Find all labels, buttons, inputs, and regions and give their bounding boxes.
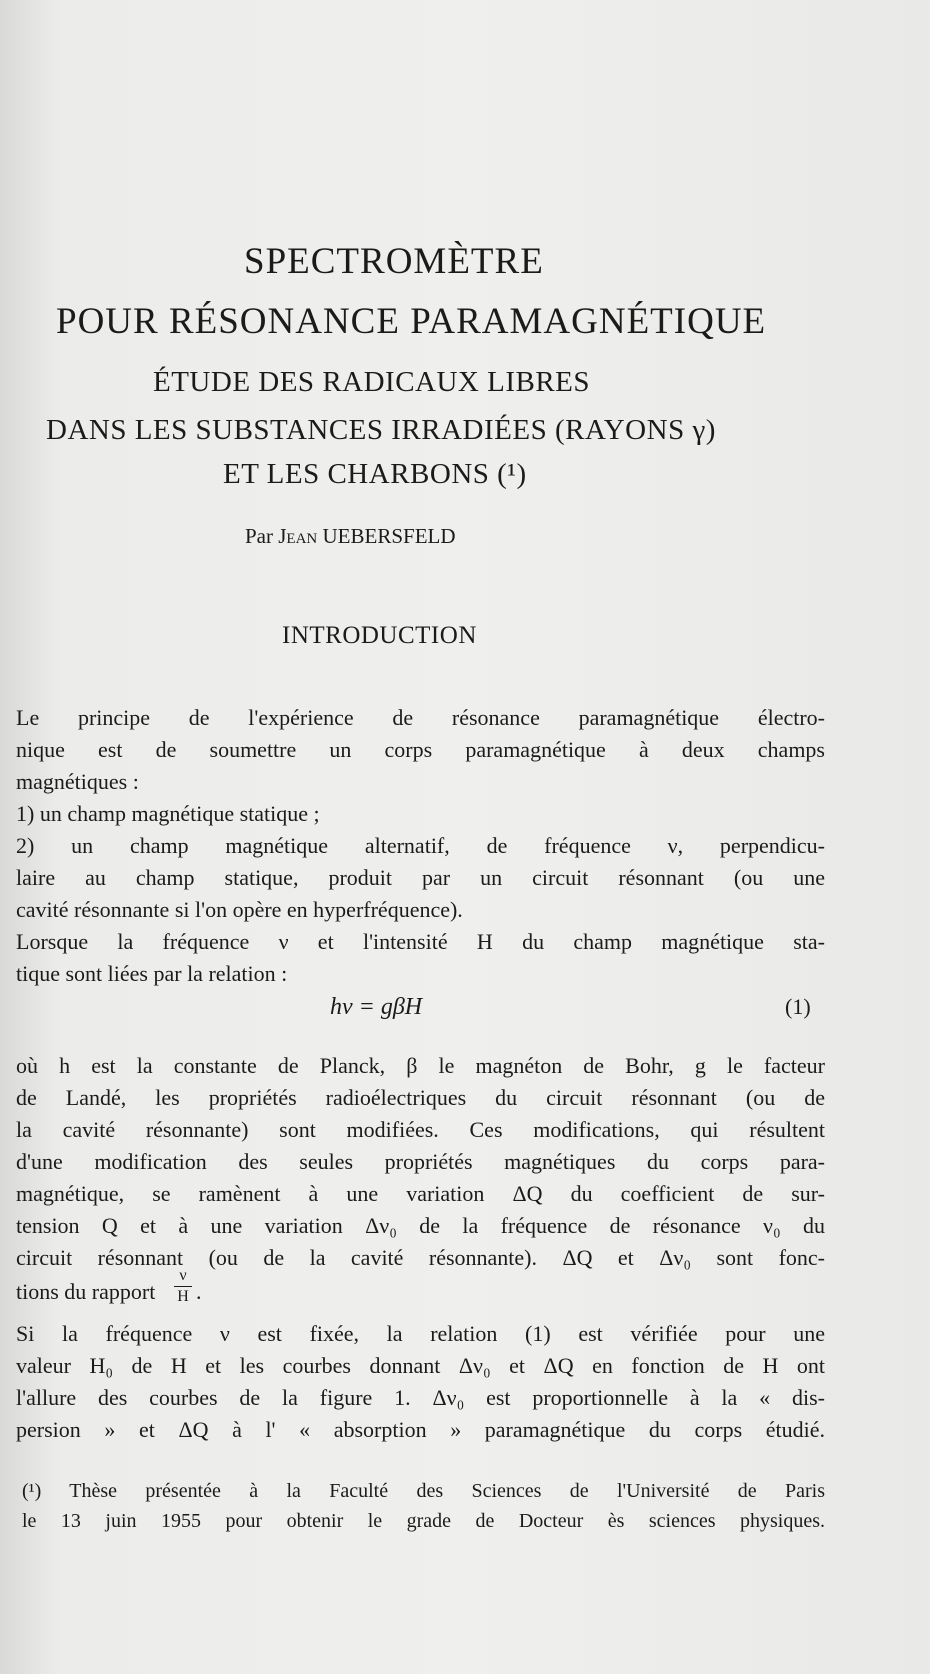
body-line: la cavité résonnante) sont modifiées. Ces modifications, qui résultent bbox=[16, 1117, 825, 1142]
body-line: tions du rapport bbox=[16, 1279, 156, 1304]
body-line: nique est de soumettre un corps paramagnétique à deux champs bbox=[16, 737, 825, 762]
fraction-nu-over-h bbox=[174, 1267, 192, 1306]
body-line: Si la fréquence ν est fixée, la relation (1) est vérifiée pour une bbox=[16, 1321, 825, 1346]
body-line: tension Q et à une variation Δν₀ de la fréquence de résonance ν₀ du bbox=[16, 1213, 825, 1238]
body-line: d'une modification des seules propriétés magnétiques du corps para- bbox=[16, 1149, 825, 1174]
subtitle-line-2: DANS LES SUBSTANCES IRRADIÉES (RAYONS γ) bbox=[46, 414, 716, 446]
body-line: l'allure des courbes de la figure 1. Δν₀ est proportionnelle à la « dis- bbox=[16, 1385, 825, 1410]
body-line: persion » et ΔQ à l' « absorption » paramagnétique du corps étudié. bbox=[16, 1417, 825, 1442]
body-line: laire au champ statique, produit par un circuit résonnant (ou une bbox=[16, 865, 825, 890]
fraction-period: . bbox=[196, 1279, 202, 1304]
subtitle-line-1: ÉTUDE DES RADICAUX LIBRES bbox=[153, 366, 591, 398]
body-line: de Landé, les propriétés radioélectriques du circuit résonnant (ou de bbox=[16, 1085, 825, 1110]
body-line: magnétique, se ramènent à une variation ΔQ du coefficient de sur- bbox=[16, 1181, 825, 1206]
title-line-2: POUR RÉSONANCE PARAMAGNÉTIQUE bbox=[56, 301, 767, 342]
footnote-line: (¹) Thèse présentée à la Faculté des Sciences de l'Université de Paris bbox=[22, 1480, 825, 1502]
body-line: magnétiques : bbox=[16, 769, 139, 794]
body-line: cavité résonnante si l'on opère en hyperfréquence). bbox=[16, 897, 463, 922]
equation-number: (1) bbox=[785, 994, 811, 1019]
section-heading: INTRODUCTION bbox=[282, 622, 477, 649]
fraction-bar bbox=[174, 1286, 192, 1287]
body-line: tique sont liées par la relation : bbox=[16, 961, 288, 986]
body-line: 2) un champ magnétique alternatif, de fréquence ν, perpendicu- bbox=[16, 833, 825, 858]
title-line-1: SPECTROMÈTRE bbox=[244, 241, 544, 282]
author-line bbox=[245, 524, 456, 549]
body-line: circuit résonnant (ou de la cavité résonnante). ΔQ et Δν₀ sont fonc- bbox=[16, 1245, 825, 1270]
author-first-name: Jean bbox=[278, 524, 318, 548]
subtitle-line-3: ET LES CHARBONS (¹) bbox=[223, 458, 527, 490]
body-line: 1) un champ magnétique statique ; bbox=[16, 801, 320, 826]
body-line: où h est la constante de Planck, β le magnéton de Bohr, g le facteur bbox=[16, 1053, 825, 1078]
fraction-numerator: ν bbox=[179, 1267, 187, 1284]
author-last-name: UEBERSFELD bbox=[322, 524, 456, 548]
footnote-line: le 13 juin 1955 pour obtenir le grade de Docteur ès sciences physiques. bbox=[22, 1510, 825, 1532]
author-prefix: Par bbox=[245, 524, 273, 548]
body-line: Le principe de l'expérience de résonance paramagnétique électro- bbox=[16, 705, 825, 730]
body-line: Lorsque la fréquence ν et l'intensité H du champ magnétique sta- bbox=[16, 929, 825, 954]
body-line: valeur H₀ de H et les courbes donnant Δν₀ et ΔQ en fonction de H ont bbox=[16, 1353, 825, 1378]
equation-formula: hν = gβH bbox=[330, 994, 423, 1020]
fraction-denominator: H bbox=[177, 1288, 189, 1305]
